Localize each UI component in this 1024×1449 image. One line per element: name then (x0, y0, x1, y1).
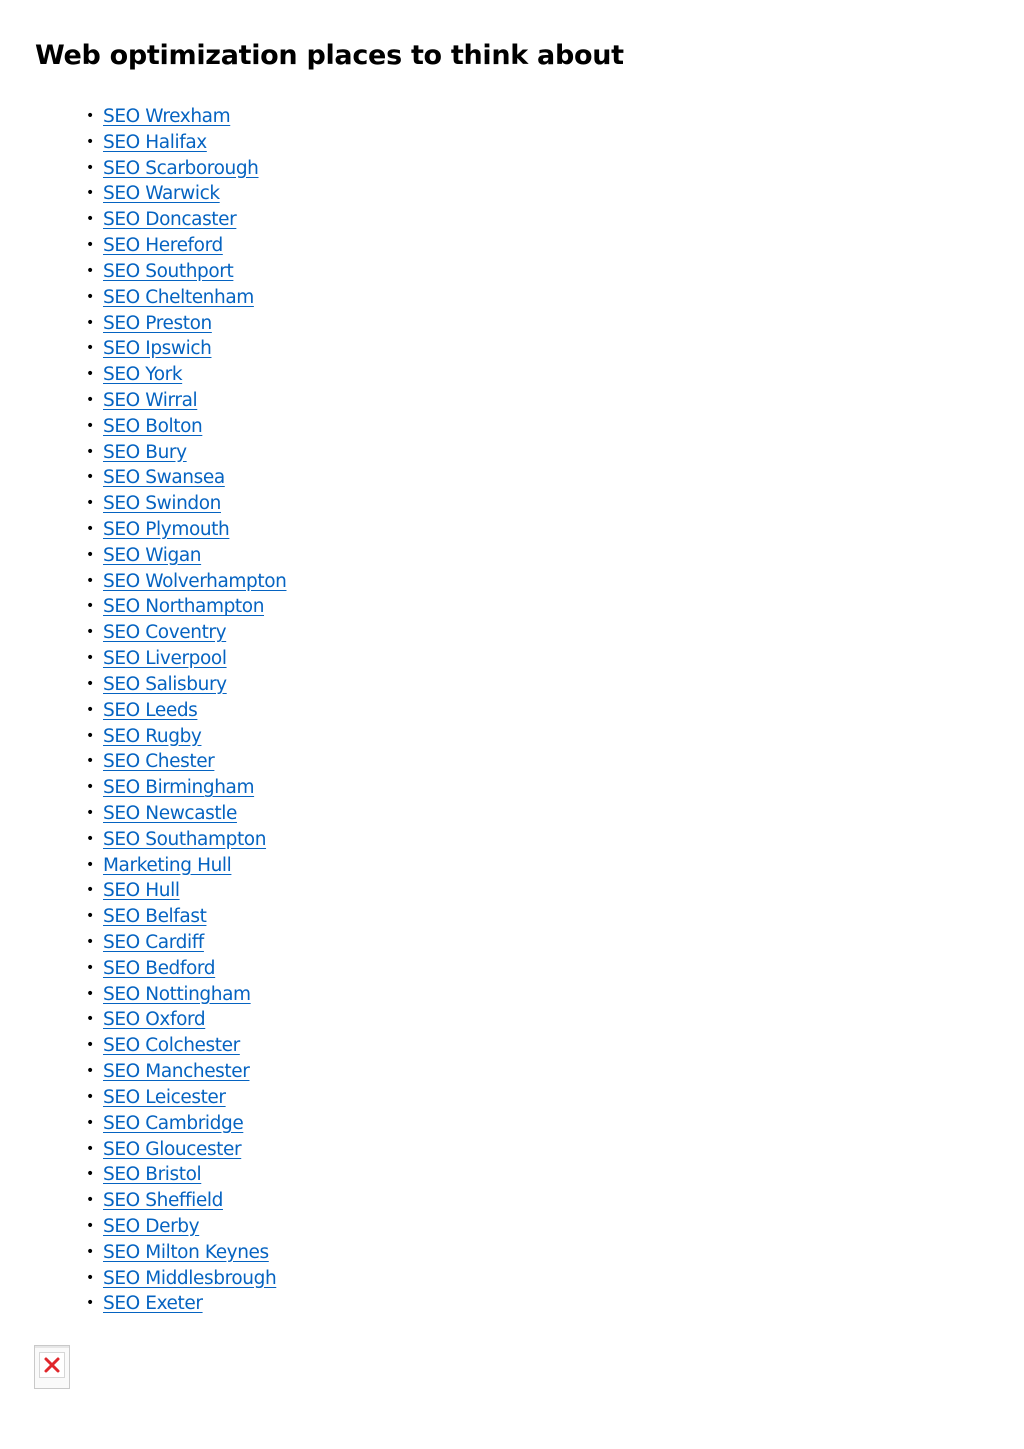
location-link[interactable]: SEO Cheltenham (103, 286, 254, 308)
bullet-icon: • (86, 1192, 95, 1209)
list-item (0, 1111, 286, 1137)
location-link[interactable]: SEO Hull (103, 880, 180, 902)
location-link[interactable]: SEO Leicester (103, 1086, 226, 1108)
location-link[interactable]: SEO Colchester (103, 1035, 240, 1057)
list-item (0, 801, 286, 827)
location-link[interactable]: SEO York (103, 364, 183, 386)
list-item (0, 465, 286, 491)
bullet-icon: • (86, 1037, 95, 1054)
red-x-icon (40, 1353, 64, 1377)
list-item (0, 1214, 286, 1240)
location-link[interactable]: SEO Southampton (103, 828, 267, 850)
broken-image-placeholder (34, 1345, 70, 1389)
location-link[interactable]: SEO Middlesbrough (103, 1267, 277, 1289)
list-item (0, 594, 286, 620)
location-link[interactable]: SEO Bedford (103, 957, 216, 979)
bullet-icon: • (86, 1063, 95, 1080)
bullet-icon: • (86, 701, 95, 718)
location-link[interactable]: SEO Leeds (103, 699, 198, 721)
list-item (0, 904, 286, 930)
location-link[interactable]: SEO Gloucester (103, 1138, 242, 1160)
location-link[interactable]: SEO Doncaster (103, 209, 237, 231)
image-frame-shade (35, 1346, 69, 1348)
location-link[interactable]: SEO Newcastle (103, 802, 237, 824)
bullet-icon: • (86, 211, 95, 228)
location-link[interactable]: SEO Wrexham (103, 106, 231, 127)
location-link[interactable]: SEO Milton Keynes (103, 1241, 269, 1263)
list-item (0, 1033, 286, 1059)
bullet-icon: • (86, 572, 95, 589)
bullet-icon: • (86, 443, 95, 460)
location-link[interactable]: SEO Rugby (103, 725, 202, 747)
list-item (0, 311, 286, 337)
list-item (0, 620, 286, 646)
list-item (0, 749, 286, 775)
location-link[interactable]: SEO Salisbury (103, 673, 227, 695)
location-link[interactable]: SEO Southport (103, 260, 234, 282)
bullet-icon: • (86, 959, 95, 976)
bullet-icon: • (86, 598, 95, 615)
list-item (0, 672, 286, 698)
location-link[interactable]: SEO Swansea (103, 467, 225, 489)
location-link[interactable]: SEO Derby (103, 1215, 200, 1237)
bullet-icon: • (86, 1295, 95, 1312)
bullet-icon: • (86, 650, 95, 667)
list-item (0, 1162, 286, 1188)
list-item (0, 1291, 286, 1317)
location-link[interactable]: SEO Manchester (103, 1061, 250, 1083)
list-item (0, 1007, 286, 1033)
bullet-icon: • (86, 1140, 95, 1157)
location-link[interactable]: SEO Preston (103, 312, 212, 334)
location-link[interactable]: SEO Wigan (103, 544, 202, 566)
bullet-icon: • (86, 753, 95, 770)
bullet-icon: • (86, 185, 95, 202)
link-list (0, 104, 286, 1317)
bullet-icon: • (86, 237, 95, 254)
list-item (0, 388, 286, 414)
bullet-icon: • (86, 1114, 95, 1131)
list-item (0, 1085, 286, 1111)
bullet-icon: • (86, 340, 95, 357)
location-link[interactable]: SEO Bolton (103, 415, 203, 437)
bullet-icon: • (86, 262, 95, 279)
list-item (0, 775, 286, 801)
list-item (0, 181, 286, 207)
location-link[interactable]: SEO Belfast (103, 906, 207, 928)
location-link[interactable]: SEO Ipswich (103, 338, 212, 360)
bullet-icon: • (86, 417, 95, 434)
bullet-icon: • (86, 495, 95, 512)
list-item (0, 414, 286, 440)
bullet-icon: • (86, 985, 95, 1002)
list-item (0, 1240, 286, 1266)
list-item (0, 853, 286, 879)
location-link[interactable]: SEO Bristol (103, 1164, 202, 1186)
bullet-icon: • (86, 882, 95, 899)
list-item (0, 1266, 286, 1292)
bullet-icon: • (86, 1269, 95, 1286)
bullet-icon: • (86, 779, 95, 796)
bullet-icon: • (86, 856, 95, 873)
list-item (0, 362, 286, 388)
list-item (0, 1059, 286, 1085)
list-item (0, 878, 286, 904)
broken-image-icon (39, 1352, 65, 1378)
bullet-icon: • (86, 1166, 95, 1183)
bullet-icon: • (86, 546, 95, 563)
location-link[interactable]: SEO Cambridge (103, 1112, 244, 1134)
location-link[interactable]: SEO Cardiff (103, 932, 204, 953)
location-link[interactable]: SEO Wirral (103, 389, 198, 411)
bullet-icon: • (86, 133, 95, 150)
bullet-icon: • (86, 908, 95, 925)
list-item (0, 930, 286, 956)
list-item (0, 543, 286, 569)
list-item (0, 285, 286, 311)
location-link[interactable]: SEO Wolverhampton (103, 570, 287, 592)
location-link[interactable]: SEO Bury (103, 441, 187, 463)
list-item (0, 233, 286, 259)
location-link[interactable]: SEO Sheffield (103, 1190, 223, 1212)
bullet-icon: • (86, 804, 95, 821)
list-item (0, 104, 286, 130)
bullet-icon: • (86, 159, 95, 176)
list-item (0, 569, 286, 595)
location-link[interactable]: SEO Nottingham (103, 983, 251, 1005)
location-link[interactable]: SEO Coventry (103, 622, 227, 644)
bullet-icon: • (86, 1088, 95, 1105)
bullet-icon: • (86, 288, 95, 305)
list-item (0, 956, 286, 982)
location-link[interactable]: SEO Birmingham (103, 777, 255, 799)
bullet-icon: • (86, 469, 95, 486)
location-link[interactable]: SEO Hereford (103, 235, 223, 257)
bullet-icon: • (86, 391, 95, 408)
bullet-icon: • (86, 366, 95, 383)
list-item (0, 336, 286, 362)
bullet-icon: • (86, 1217, 95, 1234)
list-item (0, 827, 286, 853)
location-link[interactable]: Marketing Hull (103, 854, 232, 876)
bullet-icon: • (86, 675, 95, 692)
location-link[interactable]: SEO Chester (103, 751, 215, 773)
list-item (0, 491, 286, 517)
list-item (0, 1137, 286, 1163)
location-link[interactable]: SEO Exeter (103, 1293, 203, 1315)
bullet-icon: • (86, 521, 95, 537)
bullet-icon: • (86, 1011, 95, 1028)
list-item (0, 517, 286, 543)
bullet-icon: • (86, 1243, 95, 1260)
location-link[interactable]: SEO Halifax (103, 131, 207, 153)
list-item (0, 698, 286, 724)
list-item (0, 130, 286, 156)
bullet-icon: • (86, 934, 95, 950)
list-item (0, 259, 286, 285)
location-link[interactable]: SEO Liverpool (103, 648, 227, 670)
bullet-icon: • (86, 727, 95, 744)
list-item (0, 724, 286, 750)
location-link[interactable]: SEO Plymouth (103, 519, 230, 540)
list-item (0, 646, 286, 672)
location-link[interactable]: SEO Swindon (103, 493, 221, 515)
list-item (0, 1188, 286, 1214)
list-item (0, 156, 286, 182)
list-item (0, 440, 286, 466)
location-link[interactable]: SEO Oxford (103, 1009, 206, 1031)
page-title: Web optimization places to think about (35, 40, 624, 71)
location-link[interactable]: SEO Scarborough (103, 157, 259, 179)
bullet-icon: • (86, 830, 95, 847)
list-item (0, 207, 286, 233)
bullet-icon: • (86, 624, 95, 641)
bullet-icon: • (86, 314, 95, 331)
location-link[interactable]: SEO Northampton (103, 596, 265, 618)
list-item (0, 982, 286, 1008)
bullet-icon: • (86, 108, 95, 124)
location-link[interactable]: SEO Warwick (103, 183, 220, 205)
